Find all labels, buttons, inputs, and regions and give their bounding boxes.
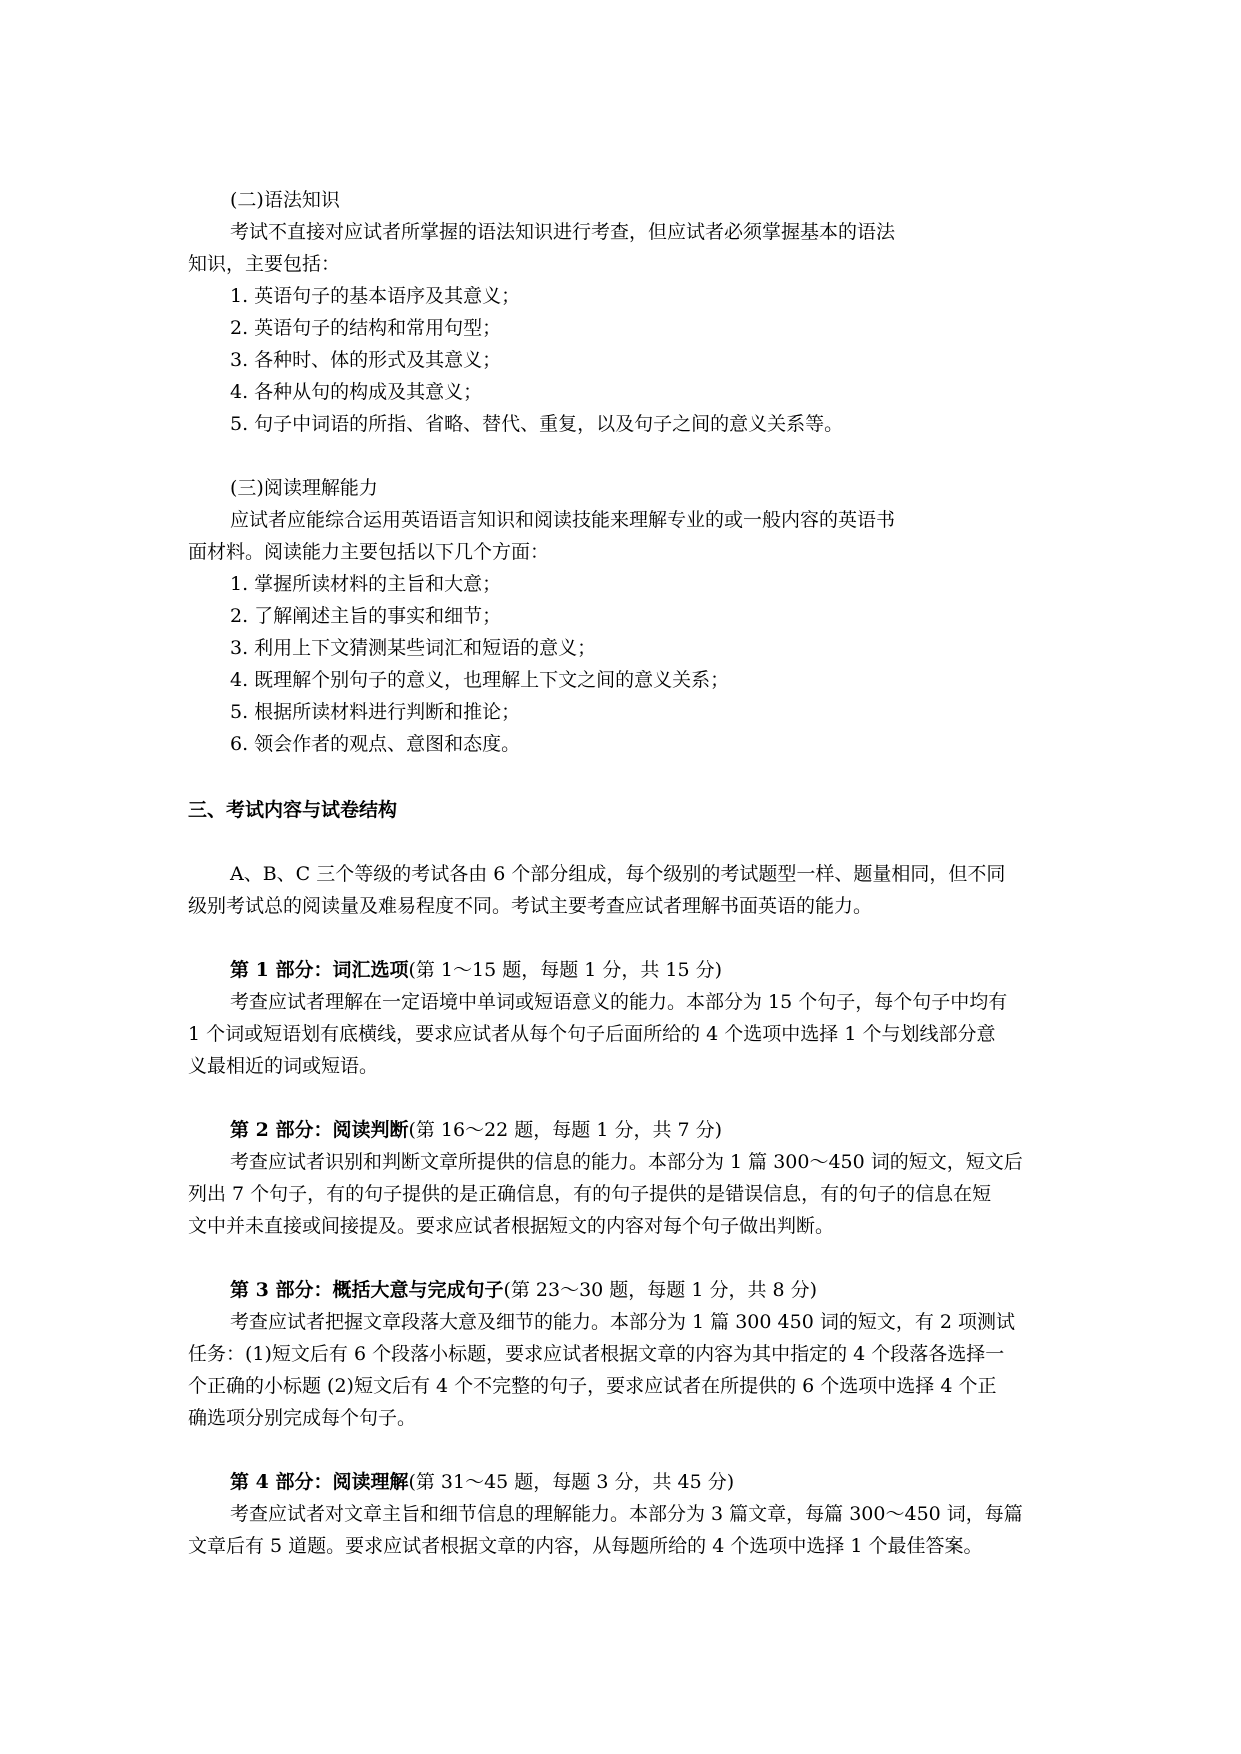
grammar-item: 4. 各种从句的构成及其意义； xyxy=(230,381,483,403)
grammar-title: (二)语法知识 xyxy=(230,189,340,211)
part-4-line: 文章后有 5 道题。要求应试者根据文章的内容，从每题所给的 4 个选项中选择 1 个最佳答案。 xyxy=(188,1535,983,1557)
part-3-heading xyxy=(230,1276,817,1304)
part-3-line: 任务：(1)短文后有 6 个段落小标题，要求应试者根据文章的内容为其中指定的 4 个段落各选择一 xyxy=(188,1343,1005,1365)
part-4-heading xyxy=(230,1468,734,1496)
reading-title: (三)阅读理解能力 xyxy=(230,477,378,499)
part-2-line: 文中并未直接或间接提及。要求应试者根据短文的内容对每个句子做出判断。 xyxy=(188,1215,835,1237)
reading-item: 3. 利用上下文猜测某些词汇和短语的意义； xyxy=(230,637,597,659)
part-3-meta: (第 23～30 题，每题 1 分，共 8 分) xyxy=(503,1279,818,1301)
grammar-item: 3. 各种时、体的形式及其意义； xyxy=(230,349,502,371)
part-2-meta: (第 16～22 题，每题 1 分，共 7 分) xyxy=(408,1119,723,1141)
grammar-item: 5. 句子中词语的所指、省略、替代、重复，以及句子之间的意义关系等。 xyxy=(230,413,844,435)
section-heading: 三、考试内容与试卷结构 xyxy=(188,799,398,821)
reading-item: 6. 领会作者的观点、意图和态度。 xyxy=(230,733,521,755)
grammar-intro-line-1: 考试不直接对应试者所掌握的语法知识进行考查，但应试者必须掌握基本的语法 xyxy=(230,221,896,243)
part-1-line: 义最相近的词或短语。 xyxy=(188,1055,379,1077)
reading-intro-line-1: 应试者应能综合运用英语语言知识和阅读技能来理解专业的或一般内容的英语书 xyxy=(230,509,896,531)
part-2-line: 考查应试者识别和判断文章所提供的信息的能力。本部分为 1 篇 300～450 词的短文，短文后 xyxy=(230,1151,1023,1173)
part-4-line: 考查应试者对文章主旨和细节信息的理解能力。本部分为 3 篇文章，每篇 300～450 词，每篇 xyxy=(230,1503,1023,1525)
reading-item: 2. 了解阐述主旨的事实和细节； xyxy=(230,605,502,627)
part-3-title: 第 3 部分：概括大意与完成句子 xyxy=(230,1279,504,1301)
part-2-heading xyxy=(230,1116,722,1144)
reading-item: 4. 既理解个别句子的意义，也理解上下文之间的意义关系； xyxy=(230,669,730,691)
grammar-item: 2. 英语句子的结构和常用句型； xyxy=(230,317,502,339)
grammar-intro-line-2: 知识，主要包括： xyxy=(188,253,341,275)
part-4-meta: (第 31～45 题，每题 3 分，共 45 分) xyxy=(408,1471,735,1493)
part-1-line: 1 个词或短语划有底横线，要求应试者从每个句子后面所给的 4 个选项中选择 1 个与划线部分意 xyxy=(188,1023,996,1045)
part-3-line: 确选项分别完成每个句子。 xyxy=(188,1407,417,1429)
part-3-line: 个正确的小标题 (2)短文后有 4 个不完整的句子，要求应试者在所提供的 6 个选项中选择 4 个正 xyxy=(188,1375,997,1397)
reading-item: 5. 根据所读材料进行判断和推论； xyxy=(230,701,521,723)
part-1-line: 考查应试者理解在一定语境中单词或短语意义的能力。本部分为 15 个句子，每个句子中均有 xyxy=(230,991,1008,1013)
part-2-line: 列出 7 个句子，有的句子提供的是正确信息，有的句子提供的是错误信息，有的句子的信息在短 xyxy=(188,1183,992,1205)
reading-intro-line-2: 面材料。阅读能力主要包括以下几个方面： xyxy=(188,541,550,563)
part-1-title: 第 1 部分：词汇选项 xyxy=(230,959,409,981)
part-3-line: 考查应试者把握文章段落大意及细节的能力。本部分为 1 篇 300 450 词的短文，有 2 项测试 xyxy=(230,1311,1015,1333)
part-1-heading xyxy=(230,956,722,984)
section-intro-line-1: A、B、C 三个等级的考试各由 6 个部分组成，每个级别的考试题型一样、题量相同，但不同 xyxy=(230,863,1006,885)
part-1-meta: (第 1～15 题，每题 1 分，共 15 分) xyxy=(408,959,723,981)
reading-item: 1. 掌握所读材料的主旨和大意； xyxy=(230,573,502,595)
grammar-item: 1. 英语句子的基本语序及其意义； xyxy=(230,285,521,307)
section-intro-line-2: 级别考试总的阅读量及难易程度不同。考试主要考查应试者理解书面英语的能力。 xyxy=(188,895,873,917)
part-4-title: 第 4 部分：阅读理解 xyxy=(230,1471,409,1493)
part-2-title: 第 2 部分：阅读判断 xyxy=(230,1119,409,1141)
